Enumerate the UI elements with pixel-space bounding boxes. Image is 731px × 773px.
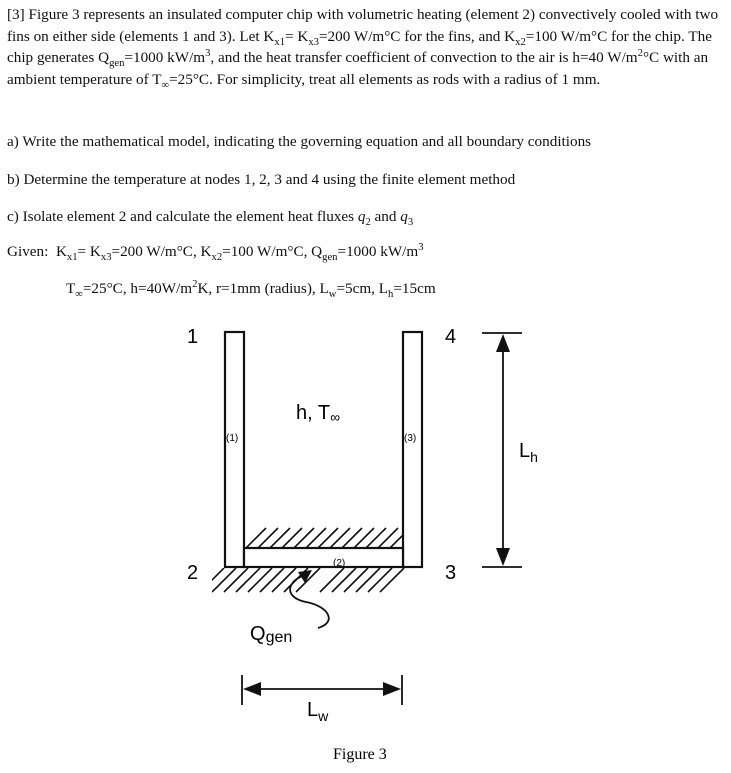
figure-caption: Figure 3	[333, 746, 387, 763]
node-1-label: 1	[187, 326, 199, 348]
given-2a: T	[66, 280, 76, 297]
lw-sub: w	[318, 708, 329, 724]
given-sub-x1: x1	[66, 252, 78, 264]
given-1c: =200 W/m°C, K	[111, 243, 212, 260]
given-sub-x3: x3	[100, 252, 112, 264]
qgen-main: Q	[250, 623, 266, 645]
given-1a: K	[55, 243, 67, 260]
problem-statement	[7, 4, 723, 90]
given-sub-x2: x2	[211, 252, 223, 264]
convection-h-t: h, T	[296, 402, 331, 424]
problem-text-6: , and the heat transfer coefficient of convection to the air is h=40 W/m	[210, 49, 638, 67]
q-sub-3: 3	[407, 217, 414, 229]
lw-label	[307, 699, 329, 724]
sup-3: 3	[205, 48, 211, 60]
convection-label	[296, 402, 340, 425]
given-1b: = K	[77, 243, 101, 260]
given-line-1	[7, 241, 723, 263]
qgen-sub: gen	[265, 629, 293, 646]
node-2-label: 2	[187, 562, 199, 584]
element-3-label: (3)	[404, 433, 417, 444]
given-1e: =1000 kW/m	[337, 243, 419, 260]
given-sub-h: h	[388, 289, 394, 301]
problem-number: [3]	[7, 6, 25, 23]
top-insulation-hatch	[246, 528, 410, 548]
problem-text-7: °C with an ambient temperature of T	[7, 49, 709, 88]
problem-text-4: =100 W/m°C for the chip. The chip generates Q	[7, 27, 712, 67]
problem-text-1: Figure 3 represents an insulated computer chip with volumetric heating (element 2) convectively cooled with two fins on either side (elements 1 and 3). Let K	[7, 6, 719, 45]
qgen-squiggle-arrow	[290, 576, 329, 628]
lh-arrow-top	[496, 334, 510, 352]
sub-inf: ∞	[161, 79, 170, 91]
lh-sub: h	[530, 449, 538, 465]
fin-element-1	[225, 332, 244, 567]
sub-x3: x3	[308, 36, 319, 48]
question-c-and: and	[370, 208, 401, 225]
lw-main: L	[307, 699, 319, 721]
given-sub-gen: gen	[322, 252, 338, 264]
given-2d: =5cm, L	[336, 280, 389, 297]
given-2c: K, r=1mm (radius), L	[197, 280, 329, 297]
given-sub-inf: ∞	[75, 289, 83, 301]
question-c-text: c) Isolate element 2 and calculate the element heat fluxes	[7, 208, 358, 225]
sub-x2: x2	[515, 36, 526, 48]
q-symbol-2: q	[400, 208, 408, 225]
lh-arrow-bottom	[496, 548, 510, 566]
lw-arrow-right	[383, 682, 401, 696]
node-3-label: 3	[445, 562, 457, 584]
q-symbol: q	[357, 208, 366, 225]
sub-gen: gen	[109, 58, 125, 70]
given-line-2	[66, 278, 716, 300]
sub-x1: x1	[274, 36, 286, 48]
problem-text-5: =1000 kW/m	[124, 49, 206, 67]
given-sup-3: 3	[418, 241, 424, 253]
problem-text-2: = K	[285, 27, 309, 45]
figure-3-diagram	[0, 300, 731, 773]
given-sup-2: 2	[192, 278, 198, 290]
chip-element-2	[244, 548, 403, 567]
given-sub-w: w	[328, 289, 337, 301]
q-sub-2: 2	[365, 217, 371, 229]
question-b: b) Determine the temperature at nodes 1, 2, 3 and 4 using the finite element method	[7, 171, 516, 188]
convection-inf-sub: ∞	[330, 409, 341, 425]
given-label: Given:	[7, 243, 49, 260]
element-1-label: (1)	[226, 433, 239, 444]
qgen-label	[250, 623, 292, 646]
question-c	[7, 206, 723, 228]
given-2e: =15cm	[393, 280, 436, 297]
lh-main: L	[519, 440, 531, 462]
given-2b: =25°C, h=40W/m	[82, 280, 193, 297]
question-a: a) Write the mathematical model, indicating the governing equation and all boundary conditions	[7, 133, 592, 150]
problem-text-3: =200 W/m°C for the fins, and K	[318, 27, 516, 45]
element-2-label: (2)	[333, 558, 346, 569]
lh-label	[519, 440, 538, 465]
sup-2: 2	[637, 48, 643, 60]
given-1d: =100 W/m°C, Q	[222, 243, 323, 260]
node-4-label: 4	[445, 326, 457, 348]
lw-arrow-left	[243, 682, 261, 696]
problem-text-8: =25°C. For simplicity, treat all elements as rods with a radius of 1 mm.	[169, 70, 601, 88]
fin-element-3	[403, 332, 422, 567]
